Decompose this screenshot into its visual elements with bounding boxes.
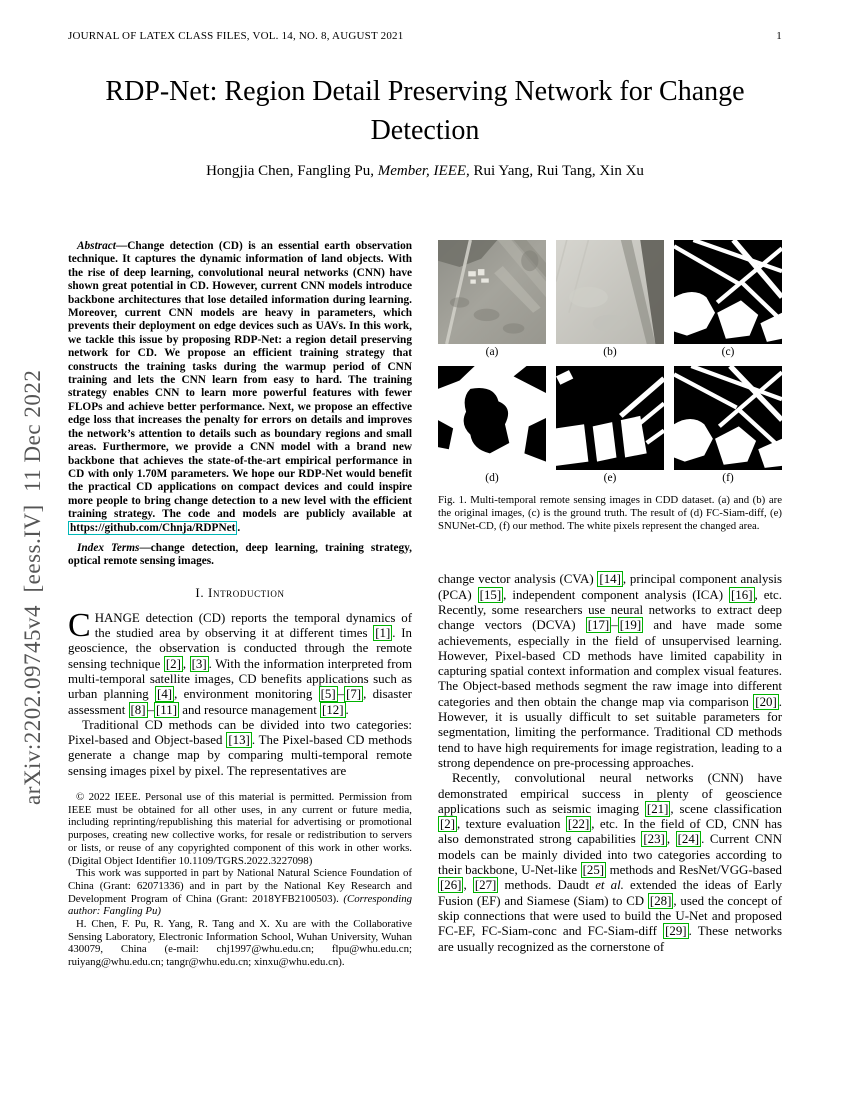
abstract-paragraph: [68, 240, 412, 535]
abstract-label: Abstract: [77, 240, 116, 252]
figure-caption: Fig. 1. Multi-temporal remote sensing images in CDD dataset. (a) and (b) are the original images, (c) is the ground truth. The result of (d) FC-Siam-diff, (e) SNUNet-CD, (f) our method. The white pixels represent the changed area.: [438, 494, 782, 532]
citation-link[interactable]: [16]: [731, 587, 753, 602]
citation-link[interactable]: [25]: [582, 863, 605, 878]
satellite-image-t1: [438, 240, 546, 344]
citation-link[interactable]: [20]: [755, 694, 777, 709]
copyright-footnote: © 2022 IEEE. Personal use of this material is permitted. Permission from IEEE must be obtained for all other uses, in any current or future media, including reprinting/republishing this material for advertising or promotional purposes, creating new collective works, for resale or redistribution to servers or lists, or reuse of any copyrighted component of this work in other works. (Digital Object Identifier 10.1109/TGRS.2022.3227098): [68, 791, 412, 867]
citation-link[interactable]: [21]: [646, 801, 669, 816]
fc-siam-diff-result-mask: [438, 366, 546, 470]
journal-name: JOURNAL OF LATEX CLASS FILES, VOL. 14, NO. 8, AUGUST 2021: [68, 30, 404, 42]
citation-link[interactable]: [4]: [157, 687, 173, 702]
figure-label-e: (e): [603, 472, 617, 484]
paper-title: RDP-Net: Region Detail Preserving Network for Change Detection: [105, 76, 745, 146]
citation-link[interactable]: [7]: [346, 687, 362, 702]
code-url-link[interactable]: https://github.com/Chnja/RDPNet: [70, 521, 236, 534]
page-number: 1: [776, 30, 782, 42]
citation-link[interactable]: [17]: [587, 618, 610, 633]
figure-label-d: (d): [485, 472, 499, 484]
citation-link[interactable]: [26]: [440, 878, 462, 893]
right-column: [438, 240, 782, 955]
intro-paragraph-2: Traditional CD methods can be divided into two categories: Pixel-based and Object-based [13] . The Pixel-based CD methods generate a change map by comparing multi-temporal remote sensing images pixel by pixel. The representatives are: [68, 717, 412, 778]
citation-link[interactable]: [8]: [130, 702, 146, 717]
snunet-cd-result-mask: [556, 366, 664, 470]
right-paragraph-2: Recently, convolutional neural networks (CNN) have demonstrated empirical success in plenty of geoscience applications such as seismic imaging [21] , scene classification [2] , texture evaluation [22] , etc. In the field of CD, CNN has also demonstrated strong capabilities [23] , [24] . Current CNN models can be mainly divided into two categories according to their backbone, U-Net-like [25] methods and ResNet/VGG-based [26] , [27] methods. Daudt et al. extended the ideas of Early Fusion (EF) and Siamese (Siam) to CD [28] , used the concept of skip connections that were used to build the U-Net and proposed FC-EF, FC-Siam-conc and FC-Siam-diff [29] . These networks are usually recognized as the cornerstone of: [438, 771, 783, 954]
authors-line: Hongjia Chen, Fangling Pu, Member, IEEE, Rui Yang, Rui Tang, Xin Xu: [206, 163, 644, 179]
figure-label-a: (a): [485, 346, 499, 358]
citation-link[interactable]: [22]: [567, 817, 590, 832]
figure-panel-e: [556, 366, 664, 484]
affiliation-footnote: H. Chen, F. Pu, R. Yang, R. Tang and X. Xu are with the Collaborative Sensing Laboratory, Electronic Information School, Wuhan University, Wuhan 430079, China (e-mail: chj1997@whu.edu.cn; flpu@whu.edu.cn; ruiyang@whu.edu.cn; tangr@whu.edu.cn; xinxu@whu.edu.cn).: [68, 918, 412, 969]
citation-link[interactable]: [13]: [228, 733, 250, 748]
citation-link[interactable]: [28]: [649, 893, 672, 908]
citation-link[interactable]: [2]: [165, 656, 181, 671]
ground-truth-mask: [674, 240, 782, 344]
section-heading-introduction: I. Introduction: [195, 584, 285, 600]
citation-link[interactable]: [23]: [643, 832, 665, 847]
citation-link[interactable]: [14]: [599, 572, 621, 587]
figure-1: [438, 240, 782, 532]
citation-link[interactable]: [5]: [320, 687, 336, 702]
intro-paragraph-1: [68, 606, 413, 718]
right-paragraph-1: change vector analysis (CVA) [14] , principal component analysis (PCA) [15] , independent component analysis (ICA) [16] , etc. Recently, some researchers use neural networks to extract deep change vectors (DCVA) [17] – [19] and have made some achievements, especially in the field of unsupervised learning. However, Pixel-based CD methods have limited capability in capturing spatial context information and complex visual features. The Object-based methods segment the raw image into different categories and then obtain the change map via comparison [20] . However, it is usually difficult to set suitable parameters for segmentation, limiting the performance. Traditional CD methods tend to have high requirements for image registration, leading to a strong dependence on pre-processing approaches.: [438, 572, 782, 770]
figure-panel-f: [674, 366, 782, 484]
citation-link[interactable]: [3]: [191, 656, 207, 671]
funding-footnote: This work was supported in part by National Natural Science Foundation of China (Grant: 62071336) and in part by the National Key Research and Development Program of China (Grant: 2018YFB2100503). (Corresponding author: Fangling Pu): [68, 867, 412, 918]
citation-link[interactable]: [11]: [156, 702, 177, 717]
dropcap-letter: C: [68, 606, 91, 644]
citation-link[interactable]: [24]: [677, 832, 700, 847]
figure-label-f: (f): [722, 472, 734, 484]
figure-label-c: (c): [721, 346, 735, 358]
citation-link[interactable]: [2]: [440, 817, 456, 832]
citation-link[interactable]: [12]: [322, 702, 344, 717]
citation-link[interactable]: [19]: [619, 618, 642, 633]
figure-panel-b: [556, 240, 664, 358]
first-page-footnotes: [68, 791, 412, 969]
citation-link[interactable]: [27]: [474, 878, 497, 893]
our-method-result-mask: [674, 366, 782, 470]
running-header: [68, 30, 782, 42]
citation-link[interactable]: [1]: [375, 626, 391, 641]
figure-panel-d: [438, 366, 546, 484]
figure-label-b: (b): [603, 346, 617, 358]
index-terms-paragraph: [68, 542, 412, 569]
intro-paragraph-1-text: HANGE detection (CD) reports the temporal dynamics of the studied area by observing it at different times [1] . In geoscience, the observation is conducted through the remote sensing technique [2] , [3] . With the information interpreted from multi-temporal satellite images, CD benefits applications such as urban planning [4] , environment monitoring [5] – [7] , disaster assessment [8] – [11] and resource management [12] .: [68, 610, 413, 717]
figure-grid: [438, 240, 782, 484]
citation-link[interactable]: [29]: [665, 924, 687, 939]
abstract-text: —Change detection (CD) is an essential earth observation technique. It captures the dynamic information of land objects. With the rise of deep learning, convolutional neural networks (CNN) have shown great potential in CD. However, current CNN models introduce backbone architectures that lose detailed information during learning. Moreover, current CNN models are heavy in parameters, which prevents their deployment on edge devices such as UAVs. In this work, we tackle this issue by proposing RDP-Net: a region detail preserving network for CD. We propose an efficient training strategy that constructs the training tasks during the warmup period of CNN training and lets the CNN learn from easy to hard. The training strategy enables CNN to learn more powerful features with fewer FLOPs and achieve better performance. Next, we propose an effective edge loss that increases the penalty for errors on details and improves the network’s attention to details such as boundary regions and small areas. Furthermore, we provide a CNN model with a brand new backbone that achieves the state-of-the-art empirical performance in CD with only 1.70M parameters. We hope our RDP-Net would benefit the practical CD applications on compact devices and could inspire more people to bring change detection to a new level with the efficient training strategy. The code and models are publicly available at https://github.com/Chnja/RDPNet .: [68, 240, 412, 534]
index-terms-label: Index Terms: [77, 541, 140, 554]
figure-panel-a: [438, 240, 546, 358]
satellite-image-t2: [556, 240, 664, 344]
figure-panel-c: [674, 240, 782, 358]
citation-link[interactable]: [15]: [479, 587, 502, 602]
arxiv-stamp: arXiv:2202.09745v4 [eess.IV] 11 Dec 2022: [20, 369, 45, 805]
left-column: [68, 240, 412, 969]
index-terms-text: —change detection, deep learning, training strategy, optical remote sensing images.: [68, 541, 412, 568]
